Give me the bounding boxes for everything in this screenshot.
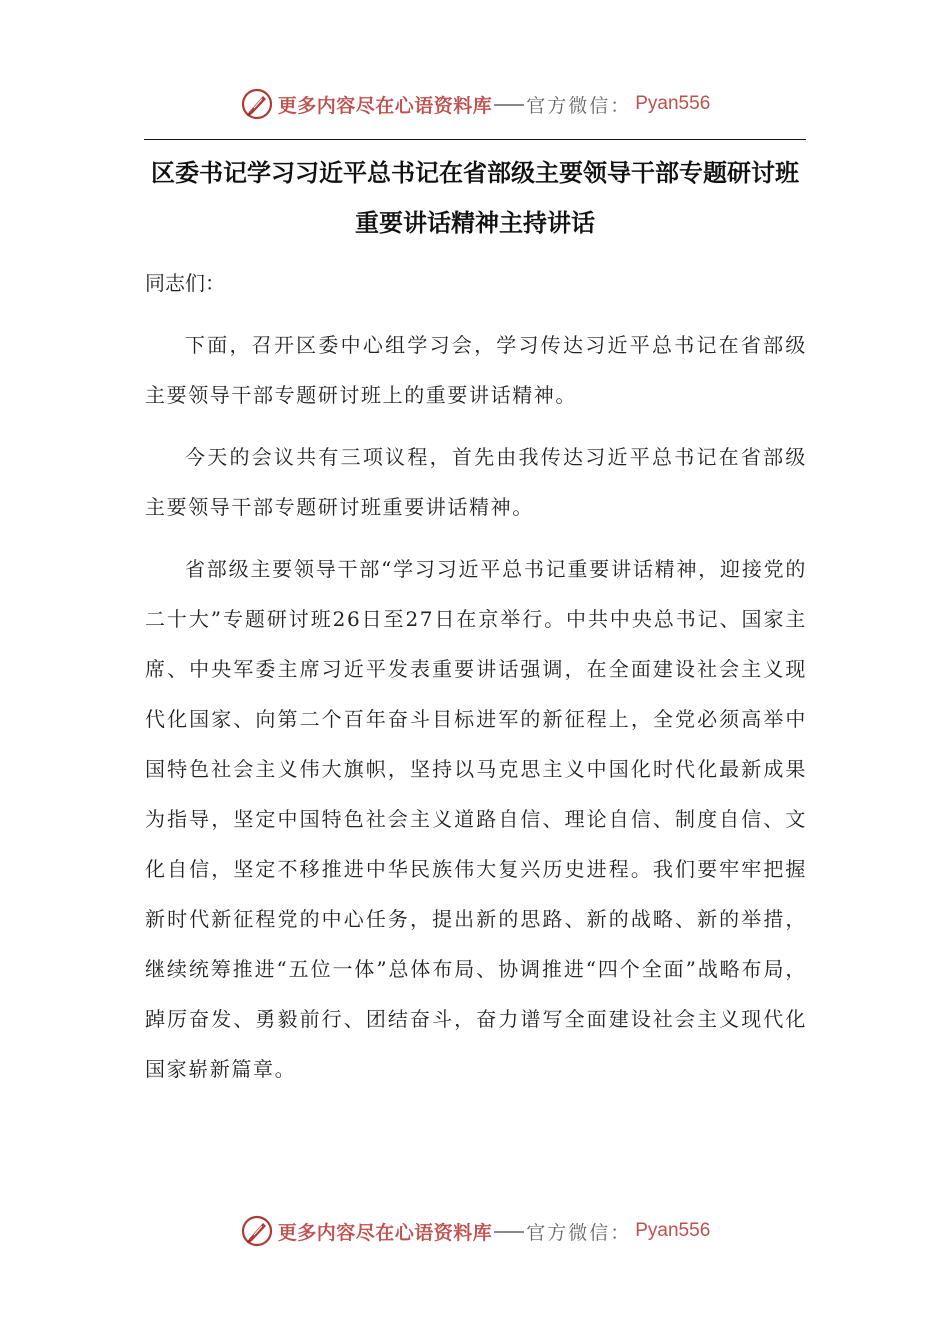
header-dash-separator: [494, 104, 524, 106]
footer-banner: [0, 1211, 950, 1251]
document-title: 区委书记学习习近平总书记在省部级主要领导干部专题研讨班重要讲话精神主持讲话: [151, 158, 799, 237]
footer-brand-text: 更多内容尽在心语资料库: [277, 1221, 493, 1244]
document-body: [145, 258, 807, 1106]
header-brand-text: 更多内容尽在心语资料库: [277, 94, 493, 117]
header-divider: [144, 139, 806, 140]
paragraph-1: 下面，召开区委中心组学习会，学习传达习近平总书记在省部级主要领导干部专题研讨班上的重要讲话精神。: [145, 333, 807, 407]
paragraph-3: 省部级主要领导干部“学习习近平总书记重要讲话精神，迎接党的二十大”专题研讨班26日至27日在京举行。中共中央总书记、国家主席、中央军委主席习近平发表重要讲话强调，在全面建设社会主义现代化国家、向第二个百年奋斗目标进军的新征程上，全党必须高举中国特色社会主义伟大旗帜，坚持以马克思主义中国化时代化最新成果为指导，坚定中国特色社会主义道路自信、理论自信、制度自信、文化自信，坚定不移推进中华民族伟大复兴历史进程。我们要牢牢把握新时代新征程党的中心任务，提出新的思路、新的战略、新的举措，继续统筹推进“五位一体”总体布局、协调推进“四个全面”战略布局，踔厉奋发、勇毅前行、团结奋斗，奋力谱写全面建设社会主义现代化国家崭新篇章。: [145, 557, 807, 1081]
footer-wechat-label: 官方微信：: [526, 1221, 632, 1244]
header-wechat-id: Pyan556: [635, 93, 711, 114]
salutation: 同志们：: [145, 271, 225, 295]
paragraph-2: 今天的会议共有三项议程，首先由我传达习近平总书记在省部级主要领导干部专题研讨班重要讲话精神。: [145, 445, 807, 519]
quill-pen-icon: [240, 1214, 274, 1248]
header-banner: [0, 84, 950, 124]
quill-pen-icon: [240, 87, 274, 121]
footer-wechat-id: Pyan556: [635, 1220, 711, 1241]
header-wechat-label: 官方微信：: [526, 94, 632, 117]
footer-dash-separator: [494, 1231, 524, 1233]
